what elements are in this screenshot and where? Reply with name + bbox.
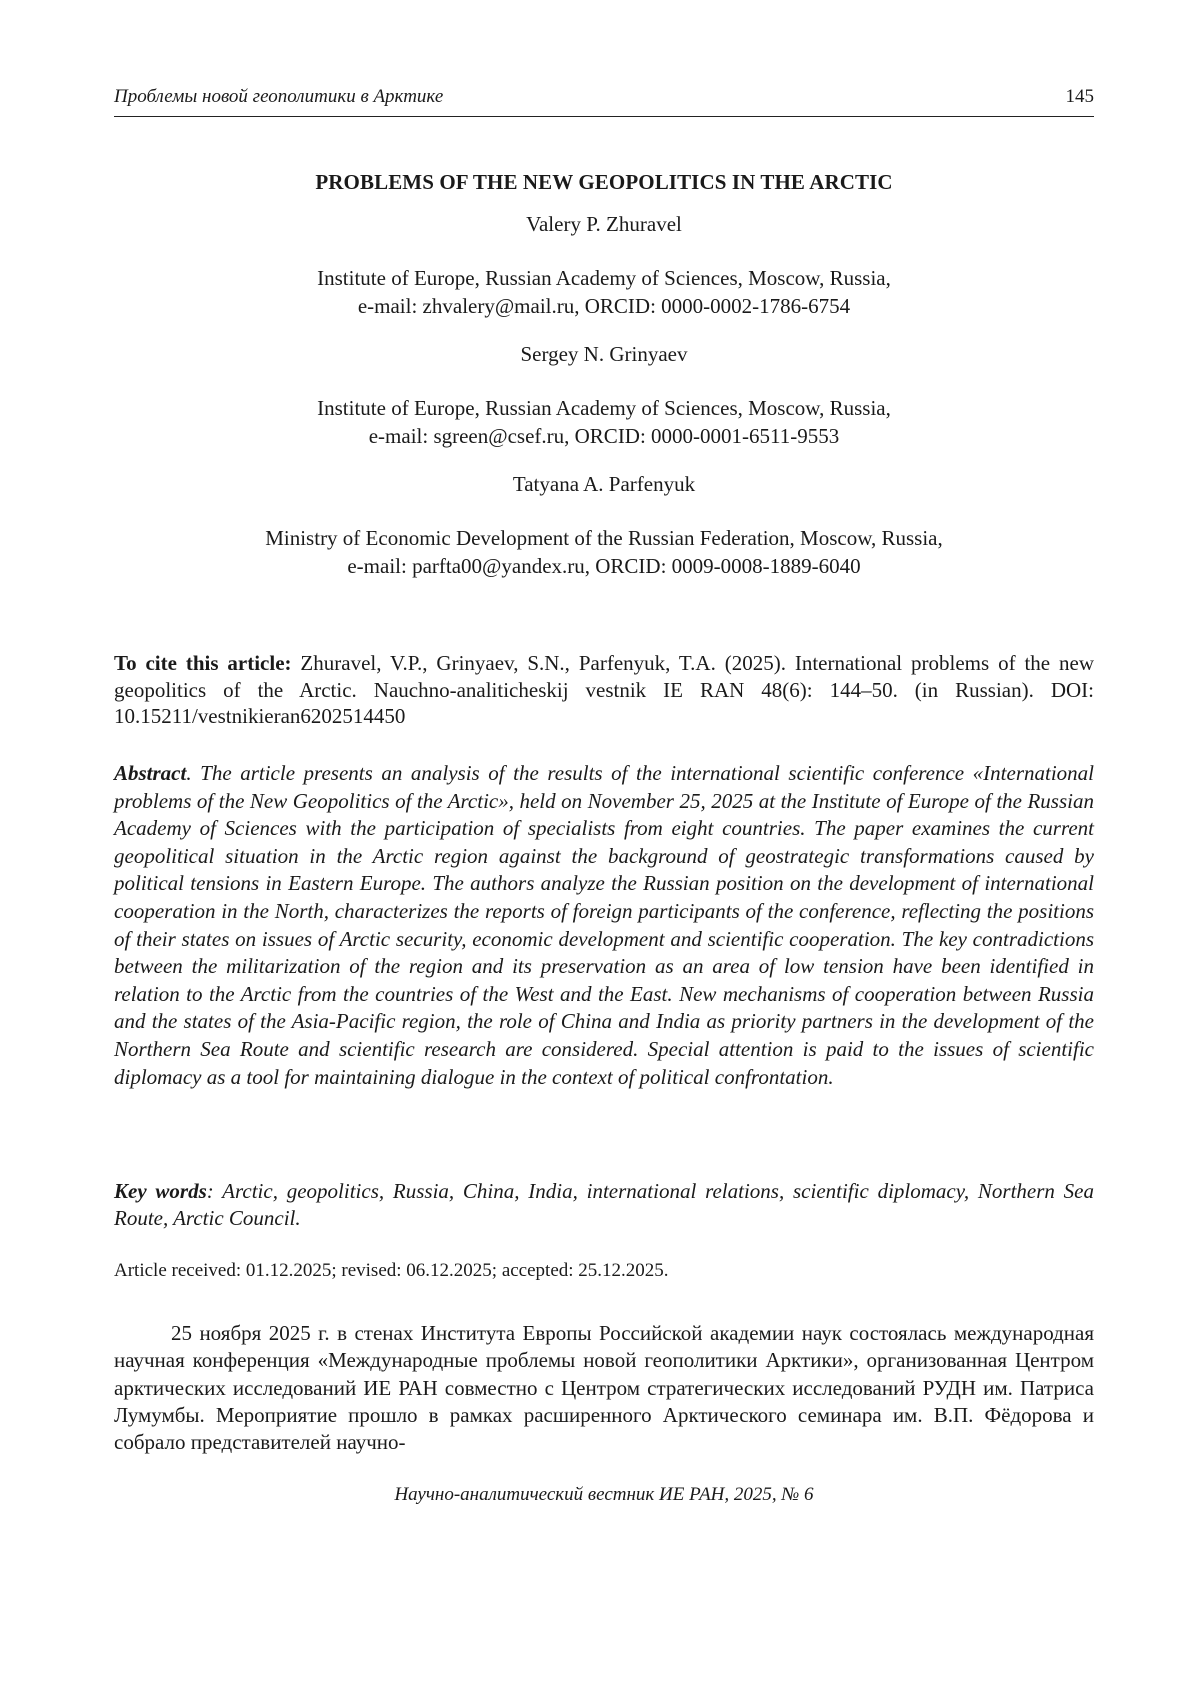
running-header-journal: Проблемы новой геополитики в Арктике: [114, 86, 444, 107]
keywords: [114, 1178, 1094, 1232]
author-name-1: Valery P. Zhuravel: [526, 212, 682, 236]
author-affiliation-2: [114, 394, 1094, 450]
article-dates: Article received: 01.12.2025; revised: 06.12.2025; accepted: 25.12.2025.: [114, 1260, 669, 1281]
abstract-label: Abstract: [114, 761, 187, 785]
keywords-label: Key words: [114, 1179, 207, 1203]
citation-label: To cite this article:: [114, 651, 292, 675]
abstract: [114, 760, 1094, 1091]
body-paragraph: 25 ноября 2025 г. в стенах Института Европы Российской академии наук состоялась международная научная конференция «Международные проблемы новой геополитики Арктики», организованная Центром арктических исследований ИЕ РАН совместно с Центром стратегических исследований РУДН им. Патриса Лумумбы. Мероприятие прошло в рамках расширенного Арктического семинара им. В.П. Фёдорова и собрало представителей научно-: [114, 1321, 1094, 1455]
keywords-text: : Arctic, geopolitics, Russia, China, India, international relations, scientific diplomacy, Northern Sea Route, Arctic Council.: [114, 1179, 1095, 1230]
page-footer: Научно-аналитический вестник ИЕ РАН, 2025, № 6: [394, 1484, 814, 1505]
abstract-text: . The article presents an analysis of the results of the international scientific conference «International problems of the New Geopolitics of the Arctic», held on November 25, 2025 at the Institute of Europe of the Russian Academy of Sciences with the participation of specialists from eight countries. The paper examines the current geopolitical situation in the Arctic region against the background of geostrategic transformations caused by political tensions in Eastern Europe. The authors analyze the Russian position on the development of international cooperation in the North, characterizes the reports of foreign participants of the conference, reflecting the positions of their states on issues of Arctic security, economic development and scientific cooperation. The key contradictions between the militarization of the region and its preservation as an area of low tension have been identified in relation to the Arctic from the countries of the West and the East. New mechanisms of cooperation between Russia and the states of the Asia-Pacific region, the role of China and India as priority partners in the development of the Northern Sea Route and scientific research are considered. Special attention is paid to the issues of scientific diplomacy as a tool for maintaining dialogue in the context of political confrontation.: [114, 761, 1094, 1089]
author-name-2: Sergey N. Grinyaev: [520, 342, 688, 366]
citation: [114, 650, 1094, 730]
author-affiliation-3: [114, 524, 1094, 580]
author-affiliation-1: [114, 264, 1094, 320]
affiliation-line: Institute of Europe, Russian Academy of Sciences, Moscow, Russia,: [317, 266, 891, 290]
page-number: 145: [1065, 86, 1094, 107]
running-header: [114, 84, 1094, 117]
contact-line: e-mail: zhvalery@mail.ru, ORCID: 0000-0002-1786-6754: [357, 294, 851, 318]
citation-text: Zhuravel, V.P., Grinyaev, S.N., Parfenyuk, T.A. (2025). International problems of the new geopolitics of the Arctic. Nauchno-analiticheskij vestnik IE RAN 48(6): 144–50. (in Russian). DOI: 10.15211/vestnikieran6202514450: [114, 651, 1094, 728]
article-title: PROBLEMS OF THE NEW GEOPOLITICS IN THE ARCTIC: [315, 170, 893, 194]
affiliation-line: Ministry of Economic Development of the Russian Federation, Moscow, Russia,: [265, 526, 943, 550]
contact-line: e-mail: sgreen@csef.ru, ORCID: 0000-0001-6511-9553: [368, 424, 840, 448]
affiliation-line: Institute of Europe, Russian Academy of Sciences, Moscow, Russia,: [317, 396, 891, 420]
contact-line: e-mail: parfta00@yandex.ru, ORCID: 0009-0008-1889-6040: [347, 554, 861, 578]
author-name-3: Tatyana A. Parfenyuk: [512, 472, 696, 496]
